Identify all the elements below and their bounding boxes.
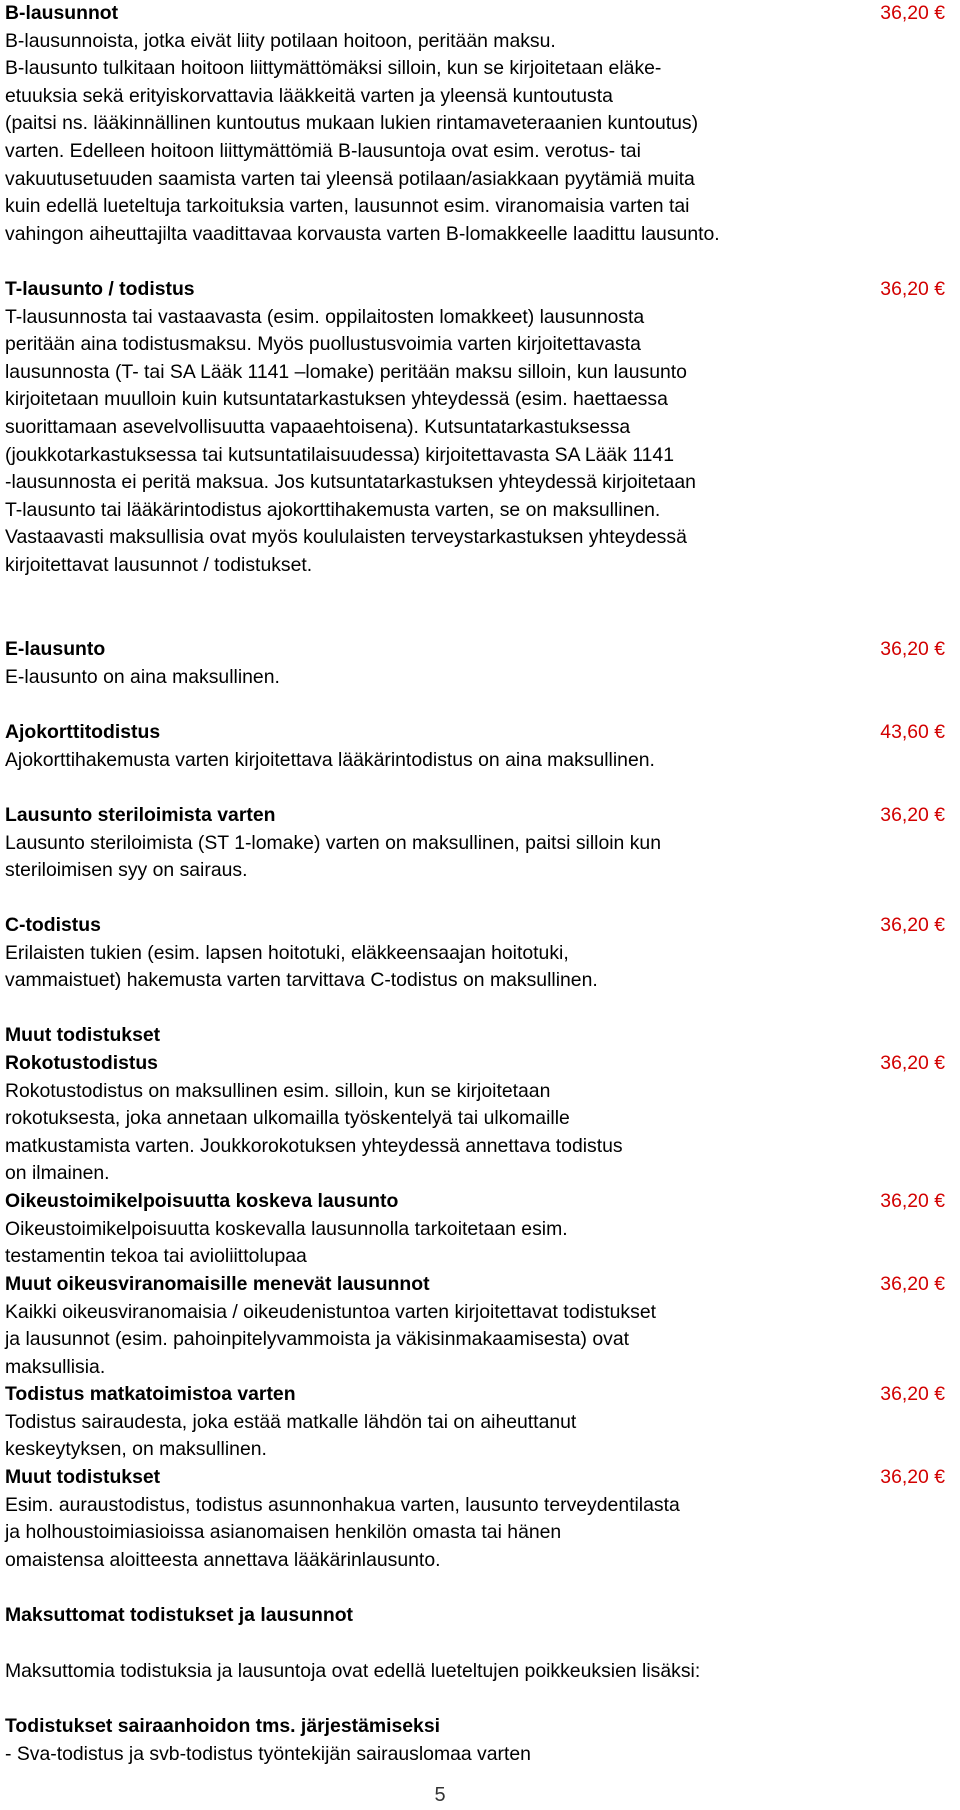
list-item: - Sva-todistus ja svb-todistus työntekijän sairauslomaa varten — [5, 1742, 531, 1765]
section-oikeustoimikelpoisuus — [5, 1188, 955, 1271]
body-line: kirjoitetaan muulloin kuin kutsuntatarkastuksen yhteydessä (esim. haettaessa — [5, 388, 668, 411]
section-title: C-todistus — [5, 914, 101, 936]
body-line: Oikeustoimikelpoisuutta koskevalla lausunnolla tarkoitetaan esim. — [5, 1217, 568, 1240]
section-title: Lausunto steriloimista varten — [5, 804, 276, 826]
body-line: peritään aina todistusmaksu. Myös puollustusvoimia varten kirjoitettavasta — [5, 333, 641, 356]
body-line: etuuksia sekä erityiskorvattavia lääkkeitä varten ja yleensä kuntoutusta — [5, 84, 613, 107]
section-heading: Maksuttomat todistukset ja lausunnot — [5, 1604, 353, 1626]
section-sairaanhoito — [5, 1713, 531, 1768]
section-c-todistus — [5, 912, 955, 995]
body-line: ja lausunnot (esim. pahoinpitelyvammoista ja väkisinmakaamisesta) ovat — [5, 1328, 630, 1351]
page-number: 5 — [434, 1784, 446, 1806]
section-muut-todistukset — [5, 1464, 955, 1574]
body-line: vakuutusetuuden saamista varten tai yleensä potilaan/asiakkaan pyytämiä muita — [5, 167, 695, 190]
section-oikeusviranomaiset — [5, 1271, 955, 1381]
body-line: maksullisia. — [5, 1355, 106, 1378]
body-line: B-lausunto tulkitaan hoitoon liittymättömäksi silloin, kun se kirjoitetaan eläke- — [5, 57, 662, 80]
body-line: kuin edellä lueteltuja tarkoituksia varten, lausunnot esim. viranomaisia varten tai — [5, 195, 690, 218]
body-line: vahingon aiheuttajilta vaadittavaa korvausta varten B-lomakkeelle laadittu lausunto. — [5, 222, 720, 245]
body-line: E-lausunto on aina maksullinen. — [5, 665, 280, 688]
price-label: 36,20 € — [880, 1466, 945, 1488]
body-line: ja holhoustoimiasioissa asianomaisen henkilön omasta tai hänen — [5, 1521, 562, 1544]
body-line: steriloimisen syy on sairaus. — [5, 859, 248, 882]
body-line: (paitsi ns. lääkinnällinen kuntoutus mukaan lukien rintamaveteraanien kuntoutus) — [5, 112, 699, 135]
body-line: testamentin tekoa tai avioliittolupaa — [5, 1245, 307, 1268]
body-line: -lausunnosta ei peritä maksua. Jos kutsuntatarkastuksen yhteydessä kirjoitetaan — [5, 471, 696, 494]
body-line: vammaistuet) hakemusta varten tarvittava C-todistus on maksullinen. — [5, 969, 598, 992]
section-heading: Muut todistukset — [5, 1024, 161, 1046]
price-label: 36,20 € — [880, 1383, 945, 1405]
body-line: rokotuksesta, joka annetaan ulkomailla työskentelyä tai ulkomaille — [5, 1107, 570, 1130]
section-maksuttomat-intro — [5, 1658, 700, 1686]
price-label: 36,20 € — [880, 638, 945, 660]
section-title: T-lausunto / todistus — [5, 278, 195, 300]
section-title: Rokotustodistus — [5, 1052, 158, 1074]
section-title: B-lausunnot — [5, 2, 119, 24]
body-line: T-lausunto tai lääkärintodistus ajokorttihakemusta varten, se on maksullinen. — [5, 498, 661, 521]
body-line: kirjoitettavat lausunnot / todistukset. — [5, 553, 313, 576]
body-line: B-lausunnoista, jotka eivät liity potilaan hoitoon, peritään maksu. — [5, 29, 556, 52]
body-line: (joukkotarkastuksessa tai kutsuntatilaisuudessa) kirjoitettavasta SA Lääk 1141 — [5, 443, 674, 466]
section-title: Muut todistukset — [5, 1466, 161, 1488]
body-line: on ilmainen. — [5, 1162, 110, 1185]
price-label: 36,20 € — [880, 1273, 945, 1295]
price-label: 36,20 € — [880, 1190, 945, 1212]
price-label: 36,20 € — [880, 1052, 945, 1074]
price-label: 36,20 € — [880, 804, 945, 826]
price-label: 36,20 € — [880, 278, 945, 300]
section-t-lausunto — [5, 276, 955, 580]
section-title: Todistus matkatoimistoa varten — [5, 1383, 296, 1405]
price-label: 36,20 € — [880, 914, 945, 936]
body-line: varten. Edelleen hoitoon liittymättömiä B-lausuntoja ovat esim. verotus- tai — [5, 139, 641, 162]
body-line: omaistensa aloitteesta annettava lääkärinlausunto. — [5, 1548, 441, 1571]
body-line: Lausunto steriloimista (ST 1-lomake) varten on maksullinen, paitsi silloin kun — [5, 831, 661, 854]
body-line: Vastaavasti maksullisia ovat myös koululaisten terveystarkastuksen yhteydessä — [5, 526, 687, 549]
body-line: keskeytyksen, on maksullinen. — [5, 1438, 267, 1461]
section-title: Ajokorttitodistus — [5, 721, 161, 743]
section-e-lausunto — [5, 636, 955, 691]
price-label: 36,20 € — [880, 2, 945, 24]
body-line: Maksuttomia todistuksia ja lausuntoja ovat edellä lueteltujen poikkeuksien lisäksi: — [5, 1660, 701, 1682]
body-line: lausunnosta (T- tai SA Lääk 1141 –lomake) peritään maksu silloin, kun lausunto — [5, 360, 687, 383]
body-line: Kaikki oikeusviranomaisia / oikeudenistuntoa varten kirjoitettavat todistukset — [5, 1300, 656, 1323]
body-line: Rokotustodistus on maksullinen esim. silloin, kun se kirjoitetaan — [5, 1079, 551, 1102]
body-line: suorittamaan asevelvollisuutta vapaaehtoisena). Kutsuntatarkastuksessa — [5, 415, 631, 438]
section-sterilointi — [5, 802, 955, 885]
section-title: Muut oikeusviranomaisille menevät lausunnot — [5, 1273, 430, 1295]
section-matkatoimisto — [5, 1381, 955, 1464]
body-line: Ajokorttihakemusta varten kirjoitettava lääkärintodistus on aina maksullinen. — [5, 748, 655, 771]
section-title: Todistukset sairaanhoidon tms. järjestämiseksi — [5, 1715, 441, 1737]
price-label: 43,60 € — [880, 721, 945, 743]
section-muut-todistukset-heading — [5, 1022, 160, 1050]
body-line: matkustamista varten. Joukkorokotuksen yhteydessä annettava todistus — [5, 1134, 623, 1157]
section-b-lausunnot — [5, 0, 955, 248]
section-maksuttomat-heading — [5, 1602, 353, 1630]
body-line: Todistus sairaudesta, joka estää matkalle lähdön tai on aiheuttanut — [5, 1410, 577, 1433]
body-line: T-lausunnosta tai vastaavasta (esim. oppilaitosten lomakkeet) lausunnosta — [5, 305, 645, 328]
section-rokotustodistus — [5, 1050, 955, 1188]
section-title: E-lausunto — [5, 638, 106, 660]
section-ajokorttitodistus — [5, 719, 955, 774]
section-title: Oikeustoimikelpoisuutta koskeva lausunto — [5, 1190, 399, 1212]
body-line: Esim. auraustodistus, todistus asunnonhakua varten, lausunto terveydentilasta — [5, 1493, 680, 1516]
body-line: Erilaisten tukien (esim. lapsen hoitotuki, eläkkeensaajan hoitotuki, — [5, 941, 569, 964]
